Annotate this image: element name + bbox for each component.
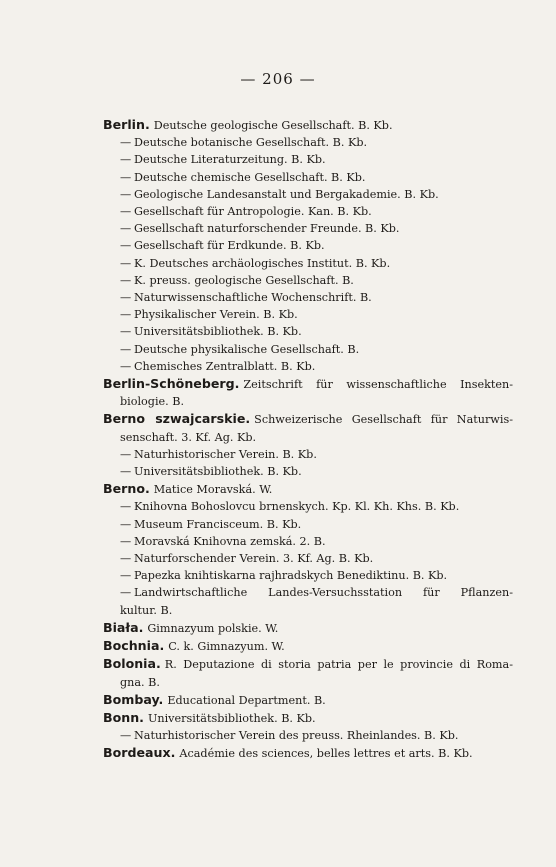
- ditto-dash: —: [120, 569, 132, 583]
- ditto-dash: —: [120, 222, 132, 236]
- sub-entry-text: Universitätsbibliothek. B. Kb.: [134, 325, 302, 339]
- sub-entry-text: Papezka knihtiskarna rajhradskych Benediktinu. B. Kb.: [134, 569, 448, 583]
- entry-text: Educational Department. B.: [167, 693, 326, 707]
- directory-entry: [103, 619, 513, 637]
- entry-text: R. Deputazione di storia patria per le provincie di Roma-: [164, 658, 513, 672]
- sub-entry-text: Naturwissenschaftliche Wochenschrift. B.: [134, 291, 372, 305]
- entry-continuation: biologie. B.: [120, 395, 185, 409]
- sub-entry-continuation: kultur. B.: [120, 603, 173, 617]
- city-heading: Biała.: [103, 619, 144, 635]
- ditto-dash: —: [120, 187, 132, 201]
- sub-entry-text: Geologische Landesanstalt und Bergakademie. B. Kb.: [134, 187, 439, 201]
- ditto-dash: —: [120, 465, 132, 479]
- sub-entry-text: Deutsche botanische Gesellschaft. B. Kb.: [134, 136, 368, 150]
- directory-entry: [103, 691, 513, 709]
- sub-entry-text: Deutsche physikalische Gesellschaft. B.: [134, 342, 360, 356]
- sub-entry-text: Knihovna Bohoslovcu brnenskych. Kp. Kl. Kh. Khs. B. Kb.: [134, 500, 460, 514]
- directory-entry: [103, 655, 513, 690]
- directory-entry: [103, 375, 513, 410]
- city-heading: Bochnia.: [103, 638, 165, 654]
- ditto-dash: —: [120, 325, 132, 339]
- sub-entry-text: Deutsche chemische Gesellschaft. B. Kb.: [134, 170, 366, 184]
- sub-entry: [103, 358, 513, 375]
- ditto-dash: —: [120, 153, 132, 167]
- ditto-dash: —: [120, 205, 132, 219]
- sub-entry-text: Physikalischer Verein. B. Kb.: [134, 308, 298, 322]
- directory-entry: [103, 410, 513, 480]
- city-heading: Berno szwajcarskie.: [103, 411, 251, 427]
- city-heading: Bordeaux.: [103, 745, 176, 761]
- sub-entry-text: Naturhistorischer Verein des preuss. Rheinlandes. B. Kb.: [134, 729, 459, 743]
- sub-entry: [103, 550, 513, 567]
- sub-entry: [103, 727, 513, 744]
- entry-first-line: [103, 480, 513, 498]
- entry-text: Zeitschrift für wissenschaftliche Insekten-: [243, 378, 513, 392]
- entry-continuation: senschaft. 3. Kf. Ag. Kb.: [120, 430, 257, 444]
- sub-entry: [103, 584, 513, 601]
- directory-entry: [103, 637, 513, 655]
- sub-entry-text: Moravská Knihovna zemská. 2. B.: [134, 534, 326, 548]
- ditto-dash: —: [120, 136, 132, 150]
- city-heading: Bonn.: [103, 709, 144, 725]
- sub-entry: [103, 220, 513, 237]
- entry-first-line: [103, 744, 513, 762]
- sub-entry: [103, 567, 513, 584]
- ditto-dash: —: [120, 500, 132, 514]
- directory-entry: [103, 709, 513, 744]
- directory-entries: [103, 116, 513, 763]
- sub-entry: [103, 446, 513, 463]
- ditto-dash: —: [120, 308, 132, 322]
- sub-entry: [103, 255, 513, 272]
- sub-entry-text: Universitätsbibliothek. B. Kb.: [134, 465, 302, 479]
- city-heading: Berno.: [103, 481, 150, 497]
- ditto-dash: —: [120, 586, 132, 600]
- entry-first-line: [103, 375, 513, 393]
- sub-entry: [103, 498, 513, 515]
- sub-entry: [103, 272, 513, 289]
- entry-text: Universitätsbibliothek. B. Kb.: [147, 711, 316, 725]
- sub-entry: [103, 516, 513, 533]
- sub-entry: [103, 463, 513, 480]
- sub-entry: [103, 306, 513, 323]
- entry-continuation: gna. B.: [120, 675, 160, 689]
- entry-text: Gimnazyum polskie. W.: [147, 621, 279, 635]
- ditto-dash: —: [120, 273, 132, 287]
- sub-entry: [103, 186, 513, 203]
- sub-entry-text: Gesellschaft für Antropologie. Kan. B. Kb.: [134, 205, 372, 219]
- ditto-dash: —: [120, 359, 132, 373]
- sub-entry: [103, 203, 513, 220]
- page-number: — 206 —: [240, 70, 316, 88]
- city-heading: Berlin-Schöneberg.: [103, 376, 240, 392]
- entry-first-line: [103, 619, 513, 637]
- city-heading: Bombay.: [103, 691, 164, 707]
- sub-entry: [103, 533, 513, 550]
- entry-text: Académie des sciences, belles lettres et arts. B. Kb.: [179, 747, 473, 761]
- sub-entry: [103, 289, 513, 306]
- ditto-dash: —: [120, 552, 132, 566]
- entry-first-line: [103, 709, 513, 727]
- sub-entry-text: Chemisches Zentralblatt. B. Kb.: [134, 359, 316, 373]
- entry-first-line: [103, 655, 513, 673]
- sub-entry-text: K. Deutsches archäologisches Institut. B. Kb.: [134, 256, 391, 270]
- ditto-dash: —: [120, 447, 132, 461]
- sub-entry-text: Landwirtschaftliche Landes-Versuchsstation für Pflanzen-: [134, 586, 513, 600]
- sub-entry-text: Deutsche Literaturzeitung. B. Kb.: [134, 153, 326, 167]
- sub-entry: [103, 341, 513, 358]
- sub-entry-text: Naturhistorischer Verein. B. Kb.: [134, 447, 317, 461]
- sub-entry-text: Gesellschaft naturforschender Freunde. B. Kb.: [134, 222, 400, 236]
- sub-entry: [103, 237, 513, 254]
- ditto-dash: —: [120, 256, 132, 270]
- sub-entry-text: Naturforschender Verein. 3. Kf. Ag. B. Kb.: [134, 552, 374, 566]
- ditto-dash: —: [120, 534, 132, 548]
- entry-text: C. k. Gimnazyum. W.: [168, 640, 285, 654]
- city-heading: Berlin.: [103, 117, 150, 132]
- directory-entry: [103, 744, 513, 762]
- ditto-dash: —: [120, 517, 132, 531]
- ditto-dash: —: [120, 342, 132, 356]
- entry-first-line: [103, 116, 513, 134]
- sub-entry-text: Museum Francisceum. B. Kb.: [134, 517, 302, 531]
- sub-entry: [103, 151, 513, 168]
- sub-entry: [103, 134, 513, 151]
- entry-text: Schweizerische Gesellschaft für Naturwis-: [254, 413, 513, 427]
- ditto-dash: —: [120, 729, 132, 743]
- entry-first-line: [103, 637, 513, 655]
- entry-first-line: [103, 410, 513, 428]
- sub-entry-text: Gesellschaft für Erdkunde. B. Kb.: [134, 239, 325, 253]
- city-heading: Bolonia.: [103, 656, 161, 672]
- ditto-dash: —: [120, 291, 132, 305]
- ditto-dash: —: [120, 239, 132, 253]
- sub-entry: [103, 323, 513, 340]
- ditto-dash: —: [120, 170, 132, 184]
- entry-text: Matice Moravská. W.: [153, 483, 273, 497]
- entry-text: Deutsche geologische Gesellschaft. B. Kb.: [153, 119, 393, 132]
- sub-entry: [103, 169, 513, 186]
- directory-entry: [103, 480, 513, 619]
- directory-entry: [103, 116, 513, 375]
- entry-first-line: [103, 691, 513, 709]
- sub-entry-text: K. preuss. geologische Gesellschaft. B.: [134, 273, 354, 287]
